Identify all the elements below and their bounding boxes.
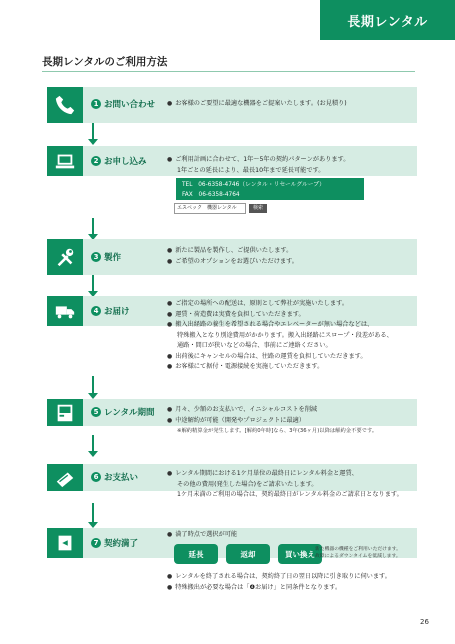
step-delivery — [47, 296, 417, 376]
step-description-after — [167, 572, 391, 593]
step-name: お問い合わせ — [104, 100, 156, 110]
extend-button[interactable]: 延長 — [174, 544, 218, 564]
equipment-icon — [47, 399, 83, 426]
flow-arrow — [92, 275, 94, 292]
step-number: 7 — [91, 538, 101, 548]
step-description — [167, 405, 377, 437]
search-input[interactable]: エスペック 機器レンタル — [174, 203, 246, 214]
step-name: レンタル期間 — [104, 408, 155, 418]
phone-icon — [47, 87, 83, 123]
step-name: お申し込み — [104, 157, 147, 167]
description-line: ● お客様のご要望に最適な機器をご提案いたします。(お見積り) — [167, 99, 347, 110]
step-description — [167, 246, 298, 267]
description-line: ● 運賃・荷造費は実費を負担していただきます。 — [167, 310, 393, 321]
search-button[interactable]: 検索 — [249, 204, 267, 213]
description-line: 1ケ月未満のご利用の場合は、契約最終日がレンタル料金のご請求日となります。 — [177, 491, 403, 498]
step-description — [167, 469, 403, 501]
step-description — [167, 299, 393, 373]
buyout-note-line: 新た機器の機種をご利用いただけます。 — [315, 547, 401, 552]
step-name: 契約満了 — [104, 539, 139, 549]
contact-box — [176, 178, 364, 200]
description-line: ● 新たに製品を製作し、ご提供いたします。 — [167, 246, 298, 257]
description-line: 通路・間口が狭いなどの場合、事前にご連絡ください。 — [177, 342, 332, 349]
step-number: 2 — [91, 156, 101, 166]
description-line: ● レンタルを終了される場合は、契約終了日の翌日以降に引き取りに伺います。 — [167, 572, 391, 583]
page-number: 26 — [420, 618, 429, 626]
buyout-button[interactable]: 買い換え — [278, 544, 322, 564]
return-button[interactable]: 返却 — [226, 544, 270, 564]
page-title: 長期レンタルのご利用方法 — [42, 56, 168, 68]
header-title: 長期レンタル — [347, 14, 428, 30]
step-number: 3 — [91, 252, 101, 262]
description-line: ● ご指定の場所への配送は、原則として弊社が実施いたします。 — [167, 299, 393, 310]
description-line: ● 搬入出経路の養生を希望される場合やエレベーターが無い場合などは、 — [167, 320, 393, 331]
truck-icon — [47, 296, 83, 326]
description-line: ● 月々、少額のお支払いで、イニシャルコストを削減 — [167, 405, 377, 416]
description-line: ● お客様にて据付・電源接続を実施していただきます。 — [167, 362, 393, 373]
step-description — [167, 99, 347, 110]
description-line: ● ご希望のオプションをお選びいただけます。 — [167, 257, 298, 268]
step-name: お支払い — [104, 473, 139, 483]
flow-arrow — [92, 123, 94, 140]
description-line: その他の費用(発生した場合)をご請求いたします。 — [177, 480, 318, 488]
flow-arrow — [92, 218, 94, 235]
description-line: ● 満了時点で選択が可能 — [167, 530, 237, 541]
step-inquiry — [47, 87, 417, 123]
description-line: ● レンタル期間における1ケ月単位の最終日にレンタル料金と運賃、 — [167, 469, 403, 480]
contact-tel: TEL 06-6358-4746（レンタル・リセールグループ） — [182, 182, 325, 188]
flow-arrow — [92, 503, 94, 523]
tools-icon — [47, 239, 83, 275]
return-icon — [47, 528, 83, 558]
buyout-note — [315, 546, 401, 560]
search-row — [174, 203, 267, 214]
description-line: 1年ごとの延長により、最長10年まで延長可能です。 — [177, 166, 325, 174]
contact-fax: FAX 06-6358-4764 — [182, 192, 240, 198]
step-number: 1 — [91, 99, 101, 109]
step-description — [167, 155, 349, 176]
computer-icon — [47, 146, 83, 176]
description-line: ● 特殊搬出が必要な場合は「❹お届け」と同条件となります。 — [167, 583, 391, 594]
description-line: 特殊搬入となり別途費用がかかります。搬入出経路にスロープ・段差がある、 — [177, 331, 393, 339]
buyout-note-line: 故障によるダウンタイムを低減します。 — [315, 554, 401, 559]
step-number: 5 — [91, 407, 101, 417]
description-line: ● ご利用計画に合わせて、1年～5年の契約パターンがあります。 — [167, 155, 349, 166]
step-payment — [47, 464, 417, 500]
step-number: 4 — [91, 306, 101, 316]
flow-arrow — [92, 376, 94, 394]
header-bar — [320, 0, 455, 40]
payment-icon — [47, 464, 83, 491]
step-name: お届け — [104, 307, 130, 317]
option-buttons — [174, 544, 322, 564]
description-note: ※解約精算金が発生します。[解約0年時]なら、3年(36ヶ月)以降は解約金不要です。 — [177, 428, 378, 434]
step-description — [167, 530, 237, 541]
step-rental-period — [47, 399, 417, 435]
flow-arrow — [92, 435, 94, 452]
step-number: 6 — [91, 472, 101, 482]
description-line: ● 中途解約が可能（開発やプロジェクトに最適） — [167, 416, 377, 427]
step-name: 製作 — [104, 253, 122, 263]
step-production — [47, 239, 417, 275]
description-line: ● 出荷後にキャンセルの場合は、往路の運賃を負担していただきます。 — [167, 352, 393, 363]
title-divider — [42, 71, 415, 72]
